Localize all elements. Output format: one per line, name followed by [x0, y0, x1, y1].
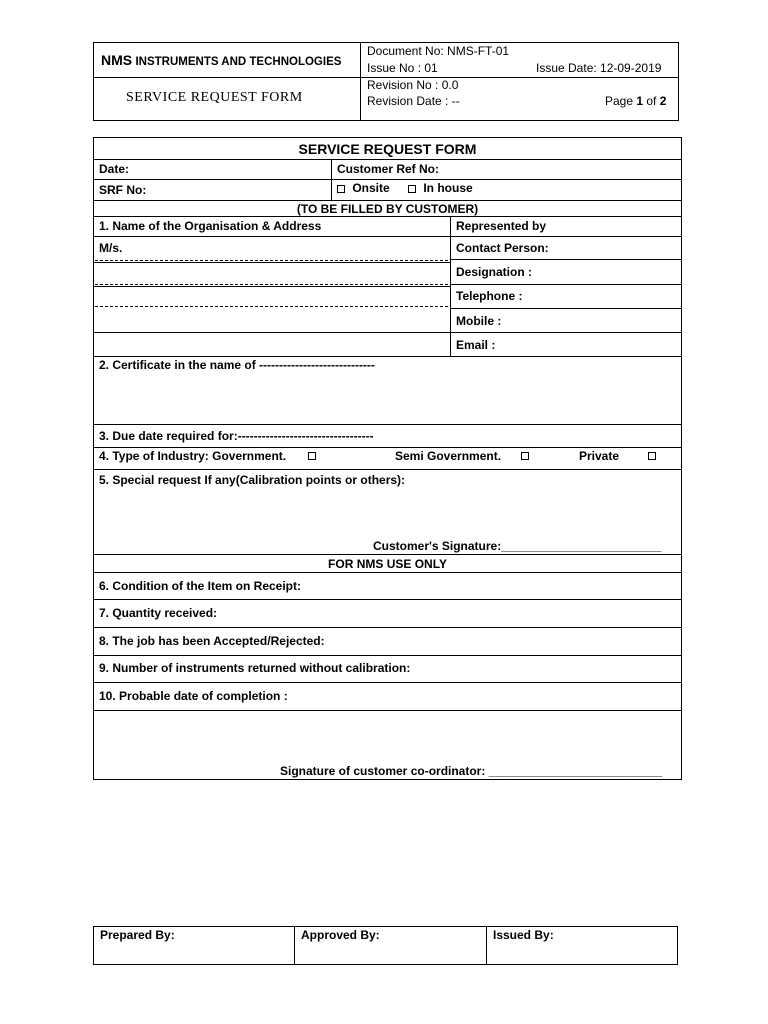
- row-divider: [450, 259, 682, 260]
- row-divider: [93, 682, 682, 683]
- footer-table: [93, 926, 678, 965]
- telephone-label[interactable]: Telephone :: [456, 289, 523, 303]
- contact-person-label[interactable]: Contact Person:: [456, 241, 549, 255]
- header-divider-vertical: [360, 42, 361, 121]
- page-label: Page: [605, 94, 637, 108]
- page-total: 2: [659, 94, 667, 108]
- customer-ref-label[interactable]: Customer Ref No:: [337, 162, 440, 176]
- coordinator-signature[interactable]: Signature of customer co-ordinator: __________________________: [280, 764, 663, 778]
- footer-divider: [486, 926, 487, 965]
- row-divider: [93, 599, 682, 600]
- row-divider: [93, 627, 682, 628]
- customer-section-heading: (TO BE FILLED BY CUSTOMER): [296, 202, 479, 216]
- special-request-label[interactable]: 5. Special request If any(Calibration points or others):: [99, 473, 406, 487]
- issue-date: Issue Date: 12-09-2019: [536, 61, 662, 75]
- revision-date: Revision Date : --: [367, 94, 460, 108]
- inhouse-option[interactable]: [408, 181, 473, 195]
- address-line-2-underline: [93, 286, 450, 287]
- row-divider: [93, 447, 682, 448]
- company-name-rest: INSTRUMENTS AND TECHNOLOGIES: [135, 56, 342, 68]
- address-line-2[interactable]: [95, 284, 448, 285]
- address-line-1-underline: [93, 262, 450, 263]
- org-label: 1. Name of the Organisation & Address: [99, 219, 322, 233]
- row-divider: [93, 356, 682, 357]
- form-title: SERVICE REQUEST FORM: [298, 141, 477, 157]
- page-current: 1: [636, 94, 644, 108]
- returned-label[interactable]: 9. Number of instruments returned without calibration:: [99, 661, 411, 675]
- row-divider: [93, 236, 682, 237]
- row-divider: [450, 332, 682, 333]
- row-divider: [450, 308, 682, 309]
- condition-label[interactable]: 6. Condition of the Item on Receipt:: [99, 579, 301, 593]
- private-label: Private: [579, 449, 620, 463]
- customer-signature[interactable]: Customer's Signature:________________________: [373, 539, 662, 553]
- designation-label[interactable]: Designation :: [456, 265, 533, 279]
- col-divider: [450, 216, 451, 356]
- company-name-bold: NMS: [101, 52, 133, 68]
- row-divider: [93, 179, 682, 180]
- srf-label[interactable]: SRF No:: [99, 183, 147, 197]
- row-divider: [93, 554, 682, 555]
- represented-by-label: Represented by: [456, 219, 547, 233]
- address-line-1[interactable]: [95, 260, 448, 261]
- mobile-label[interactable]: Mobile :: [456, 314, 502, 328]
- industry-label: 4. Type of Industry: Government.: [99, 449, 287, 463]
- issue-no: Issue No : 01: [367, 61, 438, 75]
- row-divider: [93, 159, 682, 160]
- page-number: [605, 94, 666, 108]
- certificate-label[interactable]: 2. Certificate in the name of -----------------------------: [99, 358, 375, 372]
- private-checkbox[interactable]: [648, 452, 656, 460]
- onsite-label: Onsite: [352, 181, 390, 195]
- row-divider: [93, 710, 682, 711]
- row-divider: [93, 200, 682, 201]
- inhouse-checkbox[interactable]: [408, 185, 416, 193]
- row-divider: [93, 332, 450, 333]
- completion-date-label[interactable]: 10. Probable date of completion :: [99, 689, 288, 703]
- prepared-by-label[interactable]: Prepared By:: [100, 928, 175, 942]
- ms-label[interactable]: M/s.: [99, 241, 123, 255]
- quantity-label[interactable]: 7. Quantity received:: [99, 606, 218, 620]
- row-divider: [93, 216, 682, 217]
- nms-section-heading: FOR NMS USE ONLY: [328, 557, 447, 571]
- revision-no: Revision No : 0.0: [367, 78, 459, 92]
- semi-government-label: Semi Government.: [395, 449, 502, 463]
- row-divider: [93, 655, 682, 656]
- semi-government-checkbox[interactable]: [521, 452, 529, 460]
- approved-by-label[interactable]: Approved By:: [301, 928, 380, 942]
- header-form-title: SERVICE REQUEST FORM: [126, 90, 303, 105]
- company-name: [101, 53, 341, 69]
- row-divider: [93, 424, 682, 425]
- date-label[interactable]: Date:: [99, 162, 130, 176]
- document-no: Document No: NMS-FT-01: [367, 44, 510, 58]
- job-status-label[interactable]: 8. The job has been Accepted/Rejected:: [99, 634, 325, 648]
- row-divider: [93, 469, 682, 470]
- onsite-checkbox[interactable]: [337, 185, 345, 193]
- address-line-3[interactable]: [95, 306, 448, 307]
- due-date-label[interactable]: 3. Due date required for:----------------------------------: [99, 429, 374, 443]
- inhouse-label: In house: [423, 181, 473, 195]
- row-divider: [450, 284, 682, 285]
- government-checkbox[interactable]: [308, 452, 316, 460]
- issued-by-label[interactable]: Issued By:: [493, 928, 554, 942]
- page-of: of: [643, 94, 660, 108]
- row-divider: [93, 572, 682, 573]
- footer-divider: [294, 926, 295, 965]
- email-label[interactable]: Email :: [456, 338, 496, 352]
- onsite-option[interactable]: [337, 181, 390, 195]
